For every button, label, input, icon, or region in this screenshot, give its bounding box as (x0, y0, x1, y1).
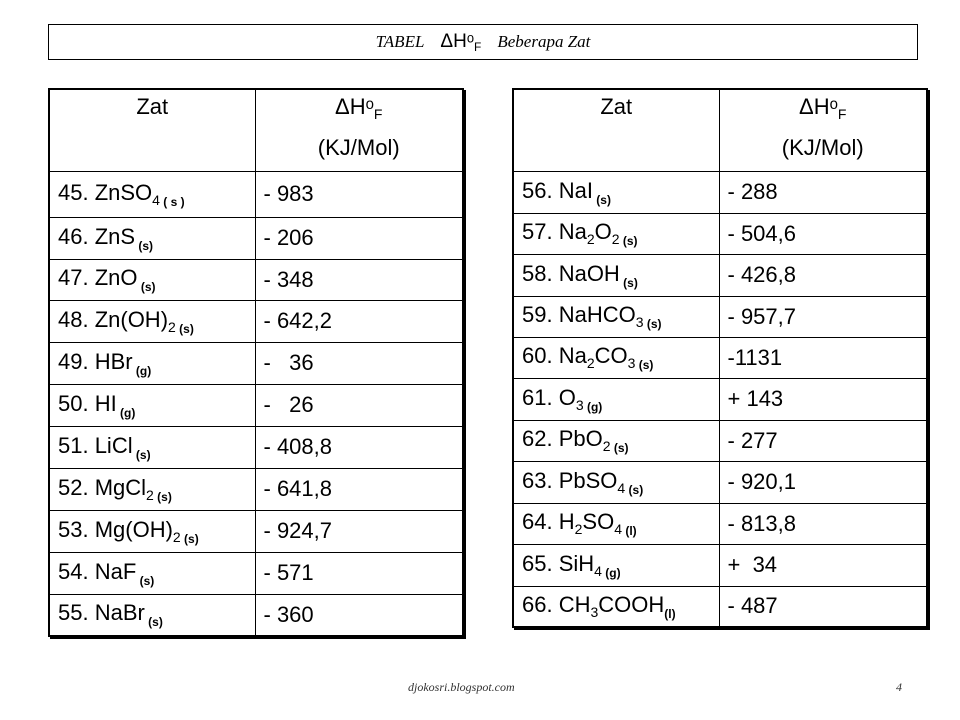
header-enthalpy-symbol: ΔHᵒ (335, 94, 374, 119)
formula-subscript: 2 (172, 528, 181, 545)
substance-formula: 47. ZnO (58, 265, 138, 290)
enthalpy-value: - 642,2 (255, 300, 463, 342)
substance-formula: 45. ZnSO (58, 179, 153, 205)
enthalpy-value: - 957,7 (719, 296, 927, 337)
title-suffix: Beberapa Zat (497, 32, 591, 51)
table-row (49, 171, 463, 217)
substance-cell (49, 342, 255, 384)
enthalpy-table-left (48, 88, 464, 637)
substance-formula: 63. PbSO (522, 467, 618, 493)
enthalpy-value: + 34 (719, 544, 927, 586)
formula-subscript: 3 (575, 396, 584, 413)
substance-cell (513, 586, 719, 627)
title-prefix: TABEL (375, 32, 425, 51)
enthalpy-value: - 36 (255, 342, 463, 384)
substance-formula: 48. Zn(OH) (58, 306, 169, 332)
table-row (49, 342, 463, 384)
enthalpy-value: - 504,6 (719, 213, 927, 254)
table-row (513, 213, 927, 254)
header-enthalpy-symbol: ΔHᵒ (799, 94, 838, 119)
state-label: (s) (144, 615, 163, 630)
state-label: (s) (137, 280, 156, 294)
header-enthalpy-unit: (KJ/Mol) (317, 135, 400, 160)
table-row (513, 337, 927, 378)
table-row (49, 594, 463, 636)
substance-cell (49, 300, 255, 342)
header-enthalpy-sub: F (373, 106, 383, 122)
formula-subscript: 2 (602, 438, 611, 454)
table-row (49, 217, 463, 259)
page-number: 4 (896, 680, 902, 694)
header-enthalpy (719, 89, 927, 171)
substance-cell (49, 217, 255, 259)
enthalpy-value: - 348 (255, 259, 463, 300)
table-header-row (513, 89, 927, 171)
header-enthalpy-sub: F (837, 106, 847, 122)
table-header-row (49, 89, 463, 171)
substance-cell (513, 254, 719, 296)
substance-cell (49, 594, 255, 636)
state-label: (s) (635, 358, 654, 372)
table-row (513, 296, 927, 337)
enthalpy-value: - 277 (719, 420, 927, 461)
state-label: (s) (610, 441, 629, 455)
formula-subscript: 2 (168, 318, 176, 335)
formula-part: COOH (598, 591, 665, 617)
substance-formula: 64. H (522, 509, 575, 534)
table-row (513, 254, 927, 296)
state-label: (s) (619, 275, 638, 290)
substance-formula: 59. NaHCO (522, 302, 636, 327)
substance-formula: 53. Mg(OH) (58, 516, 173, 542)
formula-subscript: 4 (614, 521, 622, 537)
substance-cell (513, 296, 719, 337)
substance-formula: 58. NaOH (522, 260, 620, 286)
enthalpy-value: - 487 (719, 586, 927, 627)
substance-cell (49, 468, 255, 510)
enthalpy-value: - 924,7 (255, 510, 463, 552)
substance-cell (513, 544, 719, 586)
substance-formula: 52. MgCl (58, 474, 147, 500)
formula-subscript: 3 (635, 314, 644, 330)
state-label: (s) (643, 317, 662, 331)
header-enthalpy-unit: (KJ/Mol) (781, 135, 864, 160)
state-label: ( s ) (159, 194, 185, 209)
formula-subscript: 2 (574, 521, 583, 537)
state-label: (l) (621, 524, 637, 538)
enthalpy-table-right (512, 88, 928, 628)
table-row (49, 552, 463, 594)
state-label: (s) (136, 573, 155, 588)
header-enthalpy (255, 89, 463, 171)
table-row (49, 426, 463, 468)
enthalpy-value: - 920,1 (719, 461, 927, 503)
enthalpy-value: - 360 (255, 594, 463, 636)
title-symbol-main: ΔHᵒ (440, 30, 475, 52)
substance-cell (513, 461, 719, 503)
enthalpy-value: - 641,8 (255, 468, 463, 510)
table-row (49, 468, 463, 510)
substance-formula: 51. LiCl (58, 432, 133, 458)
substance-cell (49, 259, 255, 300)
formula-subscript: 4 (617, 479, 626, 496)
enthalpy-value: + 143 (719, 378, 927, 420)
substance-formula: 55. NaBr (58, 600, 145, 626)
formula-subscript: 2 (586, 231, 595, 247)
enthalpy-value: - 983 (255, 171, 463, 217)
state-label: (s) (625, 482, 644, 497)
substance-cell (513, 503, 719, 544)
table-row (513, 461, 927, 503)
substance-cell (49, 171, 255, 217)
substance-formula: 61. O (522, 384, 576, 410)
enthalpy-value: - 426,8 (719, 254, 927, 296)
enthalpy-value: - 571 (255, 552, 463, 594)
state-label: (s) (153, 489, 172, 504)
substance-formula: 56. NaI (522, 177, 593, 203)
table-row (49, 300, 463, 342)
table-title (48, 24, 918, 60)
substance-cell (513, 337, 719, 378)
enthalpy-value: - 813,8 (719, 503, 927, 544)
enthalpy-value: -1131 (719, 337, 927, 378)
substance-formula: 62. PbO (522, 426, 603, 451)
state-label: (g) (601, 565, 621, 580)
header-substance: Zat (49, 89, 255, 171)
substance-cell (513, 171, 719, 213)
substance-cell (513, 213, 719, 254)
formula-subscript: 2 (146, 486, 154, 503)
state-label: (g) (583, 399, 603, 414)
substance-cell (513, 378, 719, 420)
table-row (513, 171, 927, 213)
header-substance: Zat (513, 89, 719, 171)
state-label: (s) (180, 531, 199, 546)
substance-cell (49, 510, 255, 552)
state-label: (s) (175, 321, 194, 336)
state-label: (s) (592, 192, 611, 207)
formula-subscript: 2 (611, 231, 620, 247)
table-row (513, 420, 927, 461)
substance-cell (49, 552, 255, 594)
enthalpy-value: - 408,8 (255, 426, 463, 468)
substance-formula: 57. Na (522, 219, 587, 244)
title-symbol-sub: F (474, 39, 482, 54)
state-label: (s) (132, 447, 151, 462)
state-label: (s) (135, 238, 154, 253)
table-row (513, 503, 927, 544)
formula-part: CO (594, 343, 628, 368)
state-label: (l) (664, 606, 676, 621)
table-row (513, 378, 927, 420)
enthalpy-value: - 206 (255, 217, 463, 259)
substance-formula: 46. ZnS (58, 223, 136, 249)
table-row (49, 259, 463, 300)
substance-formula: 66. CH (522, 591, 591, 617)
formula-part: SO (582, 509, 615, 534)
table-body-left (49, 171, 463, 636)
formula-part: O (594, 219, 612, 244)
table-row (49, 510, 463, 552)
state-label: (g) (116, 405, 136, 420)
substance-cell (49, 426, 255, 468)
substance-formula: 50. HI (58, 390, 117, 416)
state-label: (s) (619, 234, 638, 248)
formula-subscript: 3 (627, 355, 636, 371)
formula-subscript: 4 (594, 562, 602, 579)
substance-formula: 65. SiH (522, 550, 595, 576)
enthalpy-value: - 26 (255, 384, 463, 426)
table-body-right (513, 171, 927, 627)
enthalpy-value: - 288 (719, 171, 927, 213)
substance-cell (49, 384, 255, 426)
formula-subscript: 3 (590, 603, 599, 620)
substance-cell (513, 420, 719, 461)
substance-formula: 60. Na (522, 343, 587, 368)
title-symbol (440, 31, 481, 54)
footer-site: djokosri.blogspot.com (408, 680, 515, 694)
formula-subscript: 4 (152, 191, 160, 208)
substance-formula: 49. HBr (58, 348, 133, 374)
table-row (49, 384, 463, 426)
substance-formula: 54. NaF (58, 558, 137, 584)
table-row (513, 586, 927, 627)
state-label: (g) (132, 363, 152, 378)
formula-subscript: 2 (586, 355, 595, 371)
table-row (513, 544, 927, 586)
